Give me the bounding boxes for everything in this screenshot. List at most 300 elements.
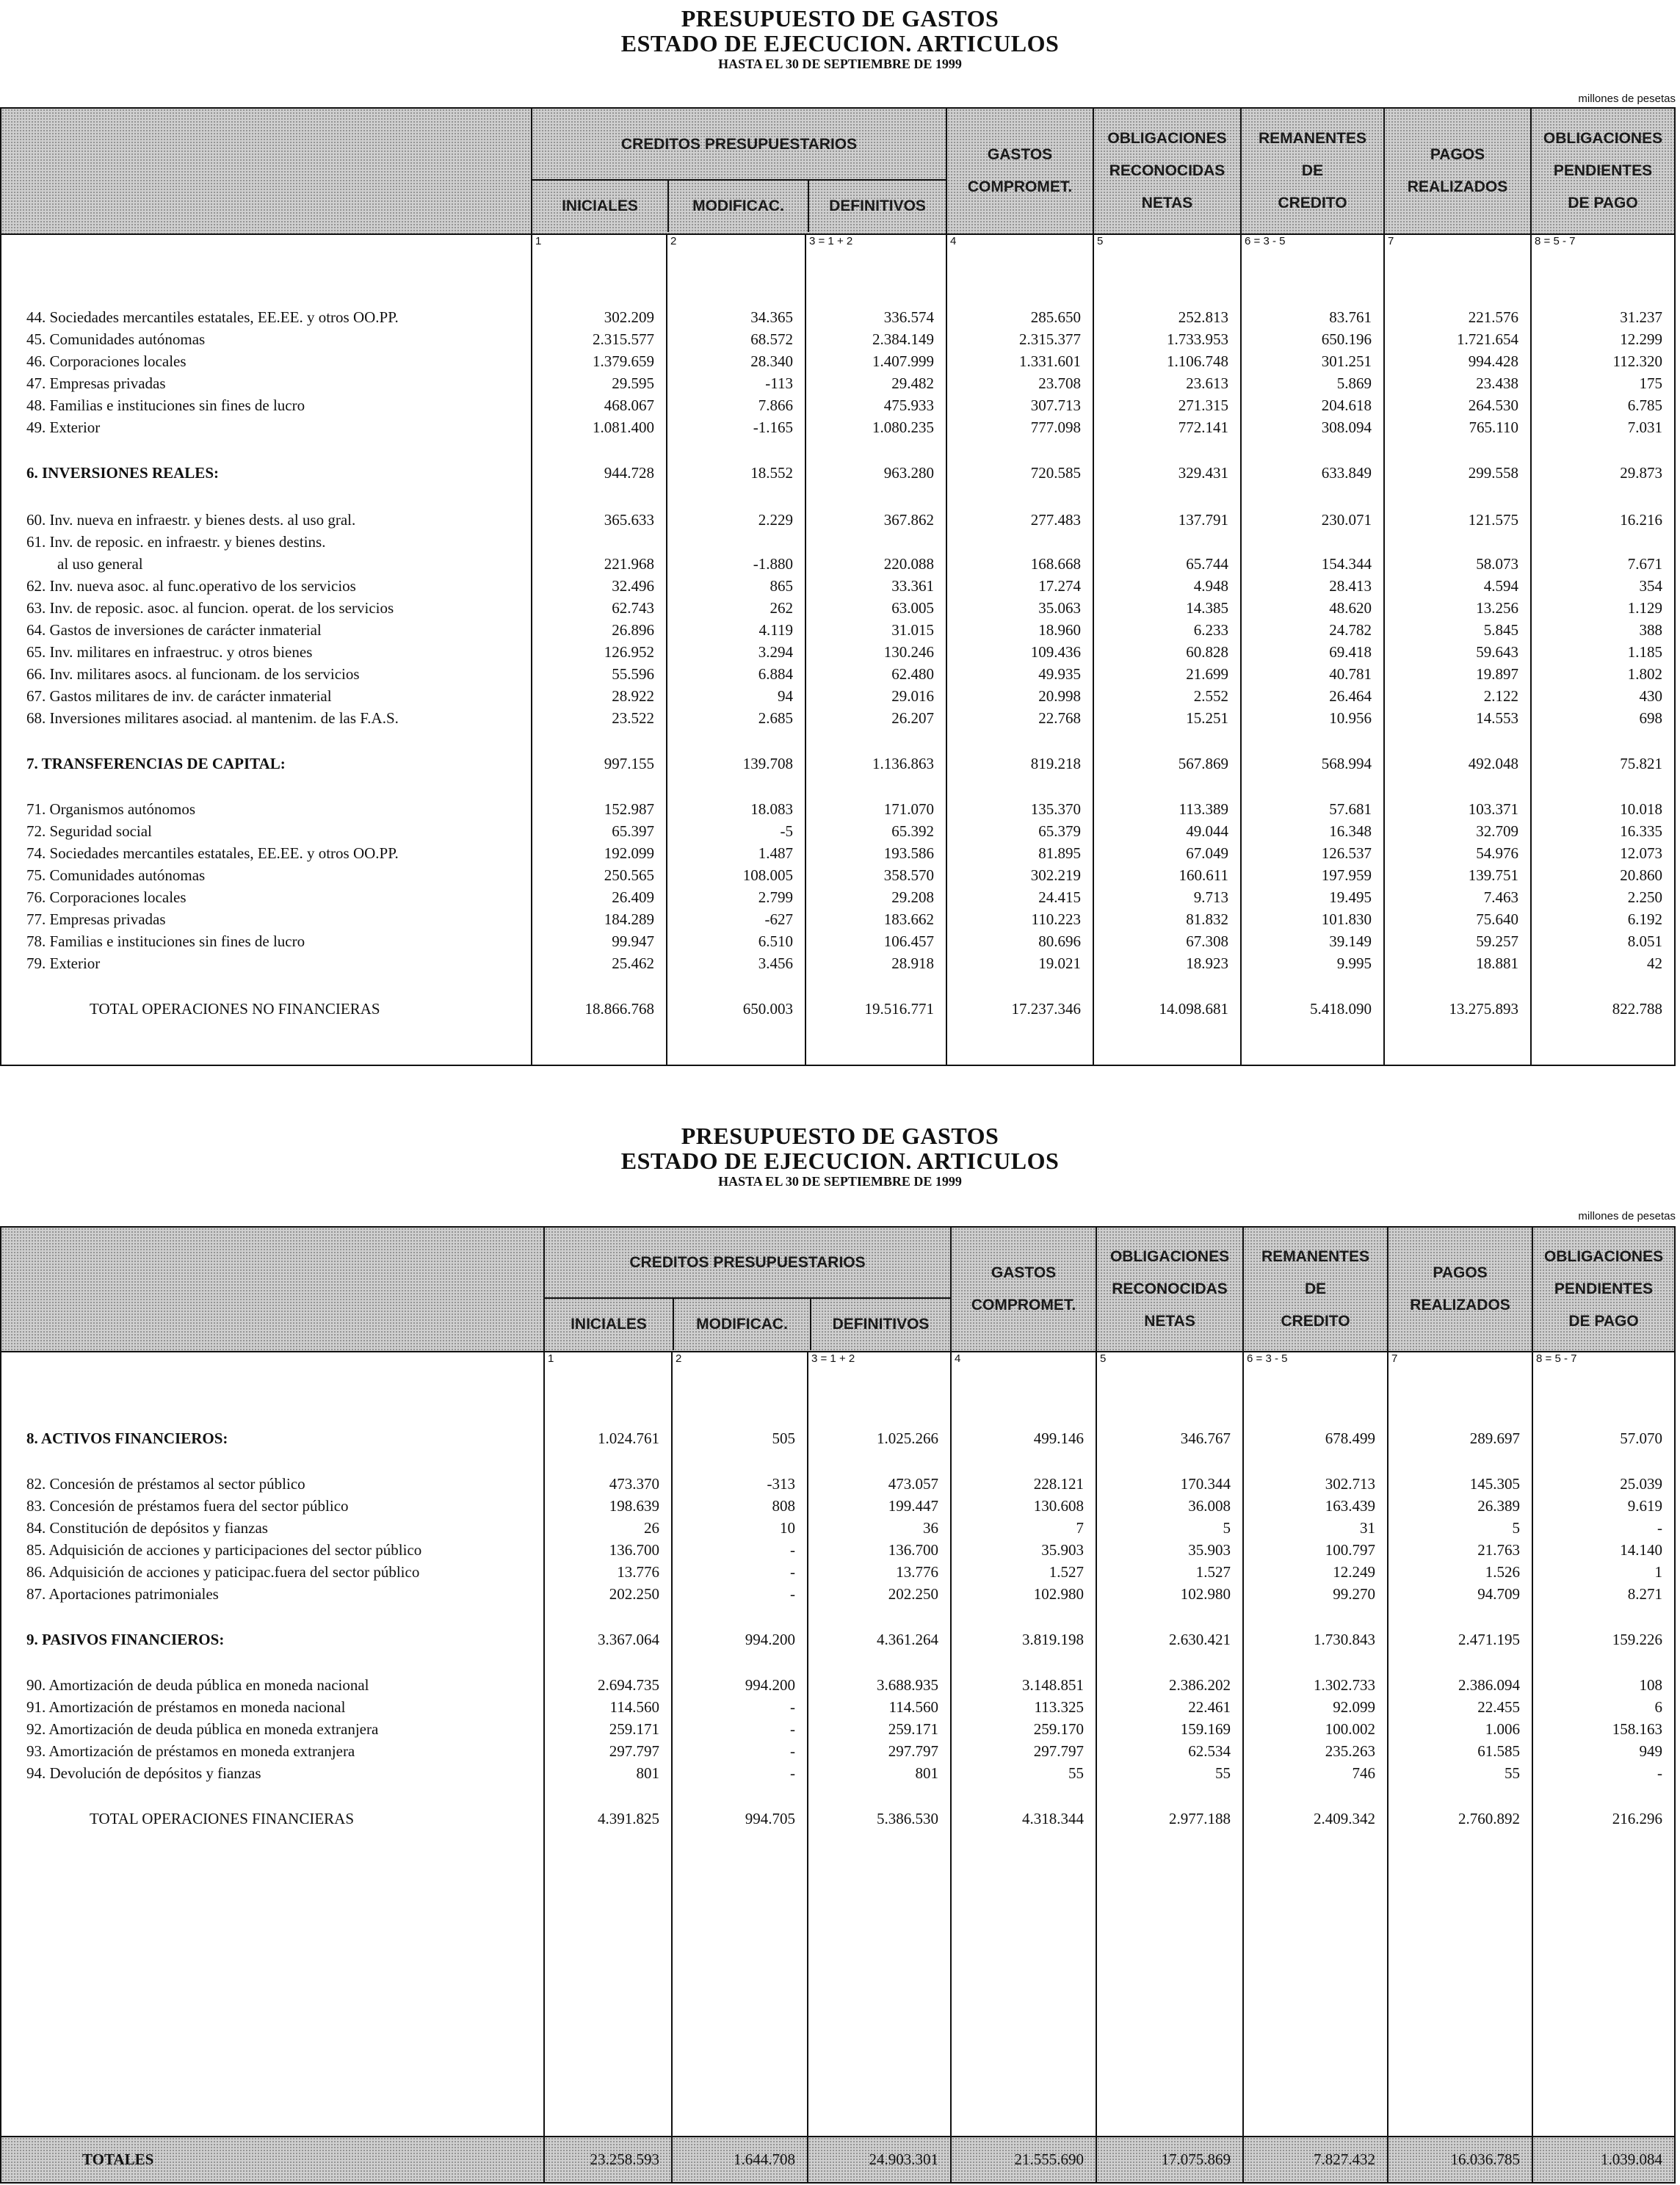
row-value: 365.633 [604,510,654,529]
row-value: 4.391.825 [598,1810,659,1828]
row-description: 92. Amortización de deuda pública en moneda extranjera [26,1720,379,1739]
row-value: 819.218 [1030,754,1082,772]
pendientes-header-2 [1532,1227,1675,1352]
row-value: 32.709 [1476,822,1519,840]
row-value: 2.229 [758,510,793,529]
row-value: 101.830 [1321,910,1372,928]
row-value: 26.389 [1477,1497,1521,1515]
row-value: 1.080.235 [872,418,935,436]
row-description: 49. Exterior [26,418,101,436]
row-value: 346.767 [1180,1430,1231,1448]
row-description: 78. Familias e instituciones sin fines de lucro [26,932,305,950]
row-value: 252.813 [1178,308,1229,326]
pend-label-1b: OBLIGACIONES [1543,1247,1664,1265]
row-value: 14.553 [1476,709,1519,727]
row-value: 199.447 [888,1497,939,1515]
row-value: 1.129 [1627,598,1663,617]
row-value: - [790,1764,795,1783]
row-value: 18.083 [750,800,793,818]
row-value: 777.098 [1030,418,1082,436]
row-value: 152.987 [604,800,654,818]
row-value: 184.289 [604,910,654,928]
row-value: 26.409 [612,888,654,906]
row-value: 12.249 [1333,1563,1376,1581]
row-value: - [790,1563,795,1581]
row-value: 20.860 [1620,866,1663,884]
row-value: 75.821 [1620,754,1663,772]
row-value: -1.165 [753,418,793,436]
row-value: 136.700 [609,1541,659,1559]
row-value: 633.849 [1321,463,1372,482]
row-value: 430 [1639,686,1663,705]
row-value: 2.977.188 [1169,1810,1231,1828]
subtitle-fecha-2: HASTA EL 30 DE SEPTIEMBRE DE 1999 [718,1174,962,1189]
row-description: 9. PASIVOS FINANCIEROS: [26,1631,225,1649]
row-value: 6.233 [1193,620,1229,639]
row-value: 31 [1360,1519,1376,1537]
row-value: 175 [1639,374,1663,392]
row-value: 62.534 [1188,1742,1231,1761]
colnum-8b: 8 = 5 - 7 [1532,1352,1675,1369]
row-value: 8.271 [1627,1585,1663,1604]
row-value: 99.270 [1333,1585,1376,1604]
row-value: 65.392 [891,822,935,840]
row-value: 7.866 [758,396,793,414]
row-description: 85. Adquisición de acciones y participaciones del sector público [26,1541,422,1559]
row-value: 2.799 [758,888,793,906]
row-description: 65. Inv. militares en infraestruc. y otros bienes [26,642,313,661]
row-value: 48.620 [1329,598,1372,617]
row-value: 220.088 [883,554,935,573]
row-value: 235.263 [1325,1742,1376,1761]
pend-label-3b: DE PAGO [1568,1312,1639,1330]
row-description: 90. Amortización de deuda pública en moneda nacional [26,1676,369,1695]
row-description: 79. Exterior [26,954,101,972]
row-description: 62. Inv. nueva asoc. al func.operativo de los servicios [26,576,356,595]
row-value: 126.952 [604,642,654,661]
totales-val: 16.036.785 [1388,2137,1532,2183]
row-value: 59.257 [1476,932,1519,950]
colnum-3: 3 = 1 + 2 [805,234,946,252]
colnum-1b: 1 [544,1352,672,1369]
row-value: 102.980 [1033,1585,1085,1604]
creditos-label: CREDITOS PRESUPUESTARIOS [620,136,858,153]
row-value: 113.389 [1178,800,1229,818]
row-value: 2.384.149 [872,330,935,348]
row-description: al uso general [57,554,143,573]
row-value: 1.487 [758,844,793,862]
row-value: 4.948 [1193,576,1229,595]
title-estado: ESTADO DE EJECUCION. ARTICULOS [620,30,1060,57]
row-value: 297.797 [888,1742,939,1761]
colnum-5: 5 [1093,234,1241,252]
row-value: 14.098.681 [1159,999,1229,1018]
row-value: 19.021 [1038,954,1082,972]
row-value: 2.471.195 [1458,1631,1521,1649]
row-value: 54.976 [1476,844,1519,862]
row-value: 19.897 [1476,664,1519,683]
budget-table-2 [0,1226,1676,2184]
creditos-label-2: CREDITOS PRESUPUESTARIOS [629,1253,866,1271]
row-value: 20.998 [1038,686,1082,705]
row-value: 14.385 [1186,598,1229,617]
row-value: 24.415 [1038,888,1082,906]
row-value: 473.370 [609,1475,659,1493]
row-value: 1.302.733 [1314,1676,1376,1695]
row-value: 35.903 [1041,1541,1085,1559]
row-value: 2.315.577 [593,330,654,348]
row-value: 1.407.999 [872,352,935,370]
row-value: 7.463 [1483,888,1519,906]
row-value [1532,531,1674,553]
row-value [667,531,805,553]
row-value: 154.344 [1321,554,1372,573]
row-value: 19.495 [1329,888,1372,906]
row-value: 65.744 [1186,554,1229,573]
row-value: 62.743 [612,598,654,617]
row-value: 994.705 [745,1810,795,1828]
row-description: 83. Concesión de préstamos fuera del sector público [26,1497,349,1515]
row-value: 4.594 [1483,576,1519,595]
row-value: 114.560 [609,1698,659,1717]
row-value: 31.015 [891,620,935,639]
row-value: 110.223 [1031,910,1082,928]
row-value: 109.436 [1030,642,1082,661]
row-value: 26.464 [1329,686,1372,705]
row-value: 963.280 [883,463,935,482]
row-value: 302.713 [1325,1475,1376,1493]
row-value: - [1657,1519,1663,1537]
row-value: 23.522 [612,709,654,727]
row-value: 822.788 [1612,999,1663,1018]
row-value: 221.968 [604,554,654,573]
row-value: 19.516.771 [864,999,935,1018]
row-value: 4.119 [758,620,793,639]
row-value: 567.869 [1178,754,1229,772]
totales-val: 23.258.593 [544,2137,672,2183]
row-value: 13.275.893 [1449,999,1519,1018]
row-value: 1.106.748 [1167,352,1229,370]
subtitle-fecha: HASTA EL 30 DE SEPTIEMBRE DE 1999 [718,57,962,71]
row-description: 61. Inv. de reposic. en infraestr. y bienes destins. [26,532,326,551]
row-value: 7.671 [1627,554,1663,573]
row-description: 44. Sociedades mercantiles estatales, EE.EE. y otros OO.PP. [26,308,399,326]
row-value: 198.639 [609,1497,659,1515]
row-value: 13.256 [1476,598,1519,617]
gastos-label-1: GASTOS [987,146,1053,164]
row-value: 2.630.421 [1169,1631,1231,1649]
colnum-5b: 5 [1096,1352,1243,1369]
row-value: 2.386.202 [1169,1676,1231,1695]
row-value: 183.662 [883,910,935,928]
row-value: 2.122 [1483,686,1519,705]
row-value: 62.480 [891,664,935,683]
row-value: 297.797 [609,1742,659,1761]
row-value: -113 [765,374,793,392]
row-value: - [1657,1764,1663,1783]
row-description: 84. Constitución de depósitos y fianzas [26,1519,268,1537]
row-value: 29.482 [891,374,935,392]
pend-label-1: OBLIGACIONES [1543,130,1663,148]
pagos-header [1384,108,1531,234]
pend-label-2: PENDIENTES [1553,162,1653,180]
row-description: 82. Concesión de préstamos al sector público [26,1475,305,1493]
row-value: 4.318.344 [1022,1810,1085,1828]
row-value: 1.730.843 [1314,1631,1376,1649]
row-description: 94. Devolución de depósitos y fianzas [26,1764,261,1783]
row-value: 264.530 [1468,396,1519,414]
row-value: 114.560 [888,1698,939,1717]
totales-val: 7.827.432 [1243,2137,1388,2183]
row-value: 22.461 [1188,1698,1231,1717]
oblig-label-3: NETAS [1141,195,1193,212]
row-value: 678.499 [1325,1430,1376,1448]
colnum-7b: 7 [1388,1352,1532,1369]
oblig-label-3b: NETAS [1144,1312,1195,1330]
row-value: 36 [923,1519,939,1537]
row-value: 26 [644,1519,659,1537]
row-value: 31.237 [1620,308,1663,326]
row-description: 75. Comunidades autónomas [26,866,206,884]
row-value: 83.761 [1329,308,1372,326]
reman-label-3b: CREDITO [1281,1312,1350,1330]
row-value: 14.140 [1620,1541,1663,1559]
row-value: 137.791 [1178,510,1229,529]
colnum-6: 6 = 3 - 5 [1241,234,1384,252]
row-value: 3.819.198 [1022,1631,1085,1649]
row-value: 113.325 [1034,1698,1085,1717]
row-value: 99.947 [612,932,654,950]
row-value: 159.169 [1180,1720,1231,1739]
colnum-6b: 6 = 3 - 5 [1243,1352,1388,1369]
row-value [1242,531,1383,553]
row-value: 49.044 [1186,822,1229,840]
row-value: 1.006 [1485,1720,1521,1739]
row-value: 475.933 [883,396,935,414]
row-value: 994.428 [1468,352,1519,370]
row-value: 32.496 [612,576,654,595]
title-estado-2: ESTADO DE EJECUCION. ARTICULOS [620,1148,1060,1174]
pagos-label-2b: REALIZADOS [1410,1296,1510,1313]
row-value: 39.149 [1329,932,1372,950]
row-value: 5 [1223,1519,1231,1537]
row-value: 2.409.342 [1314,1810,1376,1828]
row-value: 650.003 [742,999,793,1018]
row-value: 865 [770,576,793,595]
row-value: 65.397 [612,822,654,840]
row-value: 698 [1639,709,1663,727]
row-value: 57.681 [1329,800,1372,818]
row-value: 13.776 [617,1563,659,1581]
row-value: - [790,1720,795,1739]
oblig-label-2: RECONOCIDAS [1109,162,1225,180]
row-value: 230.071 [1321,510,1372,529]
row-value: 16.348 [1329,822,1372,840]
row-value: 145.305 [1469,1475,1521,1493]
row-value: 1.185 [1627,642,1663,661]
row-value: 94.709 [1477,1585,1521,1604]
row-value: 159.226 [1612,1631,1663,1649]
row-value: 25.039 [1620,1475,1663,1493]
row-value: 9.713 [1193,888,1229,906]
row-value: 492.048 [1468,754,1519,772]
table-2-body [1,1369,1675,2137]
row-value: 259.170 [1033,1720,1085,1739]
column-number-row [1,234,1675,252]
row-description: 7. TRANSFERENCIAS DE CAPITAL: [26,754,286,772]
row-value: 102.980 [1180,1585,1231,1604]
row-value: 81.832 [1186,910,1229,928]
row-value: 106.457 [883,932,935,950]
reman-label-2b: DE [1304,1280,1327,1297]
row-value: 35.903 [1188,1541,1231,1559]
budget-table-1 [0,107,1676,1066]
row-value [1094,531,1240,553]
row-value: 28.922 [612,686,654,705]
row-value: 16.335 [1620,822,1663,840]
row-value: 5.845 [1483,620,1519,639]
row-value: 65.379 [1038,822,1082,840]
row-value: 358.570 [883,866,935,884]
colnum-4b: 4 [951,1352,1096,1369]
row-value: 299.558 [1468,463,1519,482]
gastos-header-2 [951,1227,1096,1352]
row-value: 216.296 [1612,1810,1663,1828]
row-value: 307.713 [1030,396,1082,414]
row-description: 74. Sociedades mercantiles estatales, EE.EE. y otros OO.PP. [26,844,399,862]
row-value: 24.782 [1329,620,1372,639]
units-label-2: millones de pesetas [1578,1210,1676,1222]
row-value: 29.208 [891,888,935,906]
row-value: 7 [1076,1519,1085,1537]
row-value: 67.049 [1186,844,1229,862]
row-description: 68. Inversiones militares asociad. al mantenim. de las F.A.S. [26,709,399,727]
row-value: 28.413 [1329,576,1372,595]
definitivos-label-2: DEFINITIVOS [810,1299,950,1350]
row-value: 22.768 [1038,709,1082,727]
modificac-label: MODIFICAC. [667,181,808,232]
row-value: 100.002 [1325,1720,1376,1739]
row-description: 46. Corporaciones locales [26,352,187,370]
pagos-label-1: PAGOS [1430,146,1485,164]
row-value: 1.379.659 [593,352,654,370]
row-description: TOTAL OPERACIONES NO FINANCIERAS [90,999,380,1018]
row-value: -5 [780,822,793,840]
obligaciones-header [1093,108,1241,234]
row-value: 15.251 [1186,709,1229,727]
row-value: 2.685 [758,709,793,727]
row-value: 68.572 [750,330,793,348]
row-description: 64. Gastos de inversiones de carácter inmaterial [26,620,322,639]
row-value: 336.574 [883,308,935,326]
definitivos-label: DEFINITIVOS [808,181,946,232]
row-value: 136.700 [888,1541,939,1559]
creditos-header [532,108,946,234]
row-value: 21.699 [1186,664,1229,683]
row-value: 26.896 [612,620,654,639]
remanentes-header-2 [1243,1227,1388,1352]
row-value: 568.994 [1321,754,1372,772]
row-value: - [790,1742,795,1761]
row-value: 121.575 [1468,510,1519,529]
row-value: 29.873 [1620,463,1663,482]
row-value: 329.431 [1178,463,1229,482]
row-value: 13.776 [896,1563,939,1581]
row-value: 94 [778,686,793,705]
row-value: 58.073 [1476,554,1519,573]
colnum-2: 2 [667,234,805,252]
oblig-label-1b: OBLIGACIONES [1109,1247,1230,1265]
row-value: 171.070 [883,800,935,818]
row-value: 801 [636,1764,659,1783]
row-value: 61.585 [1477,1742,1521,1761]
units-label: millones de pesetas [1578,93,1676,105]
row-value: 262 [770,598,793,617]
iniciales-label: INICIALES [562,198,638,215]
totales-val: 1.644.708 [672,2137,808,2183]
row-description: 71. Organismos autónomos [26,800,196,818]
row-value: 9.619 [1627,1497,1663,1515]
row-value: -313 [767,1475,795,1493]
row-description: 91. Amortización de préstamos en moneda nacional [26,1698,346,1717]
row-value: 29.016 [891,686,935,705]
row-value: 2.386.094 [1458,1676,1521,1695]
row-value: 9.995 [1336,954,1372,972]
row-value: 18.881 [1476,954,1519,972]
row-value: 130.608 [1033,1497,1085,1515]
row-description: 93. Amortización de préstamos en moneda extranjera [26,1742,355,1761]
row-value: 5.418.090 [1310,999,1372,1018]
row-value [1385,531,1530,553]
row-value: 1.733.953 [1167,330,1229,348]
row-value: 170.344 [1180,1475,1231,1493]
row-value: 10.018 [1620,800,1663,818]
row-value: 57.070 [1620,1430,1663,1448]
colnum-1: 1 [532,234,667,252]
totales-val: 1.039.084 [1532,2137,1675,2183]
pagos-label-2: REALIZADOS [1407,178,1508,196]
colnum-3b: 3 = 1 + 2 [808,1352,951,1369]
row-description: 47. Empresas privadas [26,374,166,392]
row-value: - [790,1541,795,1559]
row-value: 80.696 [1038,932,1082,950]
row-value: 10.956 [1329,709,1372,727]
row-value: 17.237.346 [1011,999,1082,1018]
row-value: 16.216 [1620,510,1663,529]
row-value: 2.250 [1627,888,1663,906]
row-value: 40.781 [1329,664,1372,683]
row-value: 33.361 [891,576,935,595]
row-value: 26.207 [891,709,935,727]
row-value: 997.155 [604,754,654,772]
row-value: 59.643 [1476,642,1519,661]
title-presupuesto-2: PRESUPUESTO DE GASTOS [681,1123,999,1149]
row-value: 2.694.735 [598,1676,659,1695]
row-value: 100.797 [1325,1541,1376,1559]
row-value: 69.418 [1329,642,1372,661]
row-value: 204.618 [1321,396,1372,414]
row-value: 67.308 [1186,932,1229,950]
row-value: 130.246 [883,642,935,661]
row-value: 202.250 [609,1585,659,1604]
row-value: 746 [1352,1764,1376,1783]
row-value: 3.148.851 [1022,1676,1085,1695]
row-value: 18.923 [1186,954,1229,972]
row-value: 75.640 [1476,910,1519,928]
row-value: 5.869 [1336,374,1372,392]
row-value: 1.526 [1485,1563,1521,1581]
row-value: 4.361.264 [877,1631,939,1649]
